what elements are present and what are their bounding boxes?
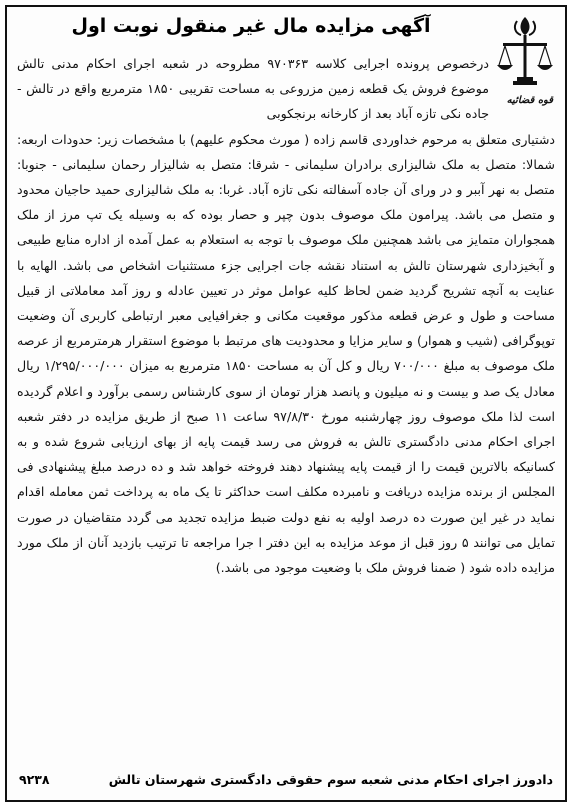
notice-body — [17, 51, 555, 580]
signature-line: دادورز اجرای احکام مدنی شعبه سوم حقوقی دادگستری شهرستان تالش — [108, 772, 553, 787]
notice-code: ۹۲۳۸ — [19, 772, 50, 787]
notice-footer — [19, 772, 553, 794]
notice-intro: درخصوص پرونده اجرایی کلاسه ۹۷۰۳۶۳ مطروحه در شعبه اجرای احکام مدنی تالش موضوع فروش یک قطعه زمین مزروعی به مساحت تقریبی ۱۸۵۰ مترمربع واقع در تالش - جاده نکی تازه آباد بعد از کارخانه برنجکوبی — [17, 56, 489, 122]
notice-title: آگهی مزایده مال غیر منقول نوبت اول — [71, 15, 431, 37]
notice-details: دشتیاری متعلق به مرحوم خداوردی قاسم زاده ( مورث محکوم علیهم) با مشخصات زیر: حدودات اربعه: شمالا: متصل به ملک شالیزاری برادران سلیمانی - شرقا: متصل به شالیزار رحمان سلیمانی - جنوبا: متصل به نهر آببر و در ورای آن جاده آسفالته نکی تازه آباد. غربا: به ملک شالیزاری حمید حاجیان محدود و متصل می باشد. پیرامون ملک موصوف بدون چپر و حصار بوده که به وسیله یک تپ مرز از ملک همجواران متمایز می باشد همچنین ملک موصوف با توجه به استعلام به عمل آمده از اداره منابع طبیعی و آبخیزداری شهرستان تالش به استناد نقشه جات اجرایی جزء مستثنیات اشخاص می باشد. الهایه با عنایت به آنچه تشریح گردید ضمن لحاظ کلیه عوامل موثر در تعیین عادله و روز آمد معاملاتی از قبیل مساحت و طول و عرض قطعه مذکور موقعیت مکانی و جغرافیایی معبر ارتباطی کاربری آن وضعیت توپوگرافی (شیب و هموار) و سایر مزایا و محدودیت های مرتبط با موضوع استقرار هرمترمربع از عرصه ملک موصوف به مبلغ ۷۰۰/۰۰۰ ریال و کل آن به مساحت ۱۸۵۰ مترمربع به میزان ۱/۲۹۵/۰۰۰/۰۰۰ ریال معادل یک صد و بیست و نه میلیون و پانصد هزار تومان از سوی کارشناس رسمی برآورد و اعلام گردیده است لذا ملک موصوف روز چهارشنبه مورخ ۹۷/۸/۳۰ ساعت ۱۱ صبح از طریق مزایده در دفتر شعبه اجرای احکام مدنی دادگستری تالش به فروش می رسد قیمت پایه از بهای ارزیابی شروع شده و به کسانیکه بالاترین قیمت را از قیمت پایه پیشنهاد دهند فروخته خواهد شد و ده درصد مبلغ پیشنهادی فی المجلس از برنده مزایده دریافت و نامبرده مکلف است حداکثر تا یک ماه به پرداخت ثمن معامله اقدام نماید در غیر این صورت ده درصد اولیه به نفع دولت ضبط مزایده تجدید می گردد متقاضیان در صورت تمایل می توانند ۵ روز قبل از موعد مزایده به این دفتر ا جرا مراجعه تا ترتیب بازدید آنان از ملک مورد مزایده داده شود ( ضمنا فروش ملک با وضعیت موجود می باشد.) — [17, 131, 556, 576]
judiciary-caption: قوه قضائیه — [506, 95, 553, 106]
auction-notice — [5, 5, 567, 802]
